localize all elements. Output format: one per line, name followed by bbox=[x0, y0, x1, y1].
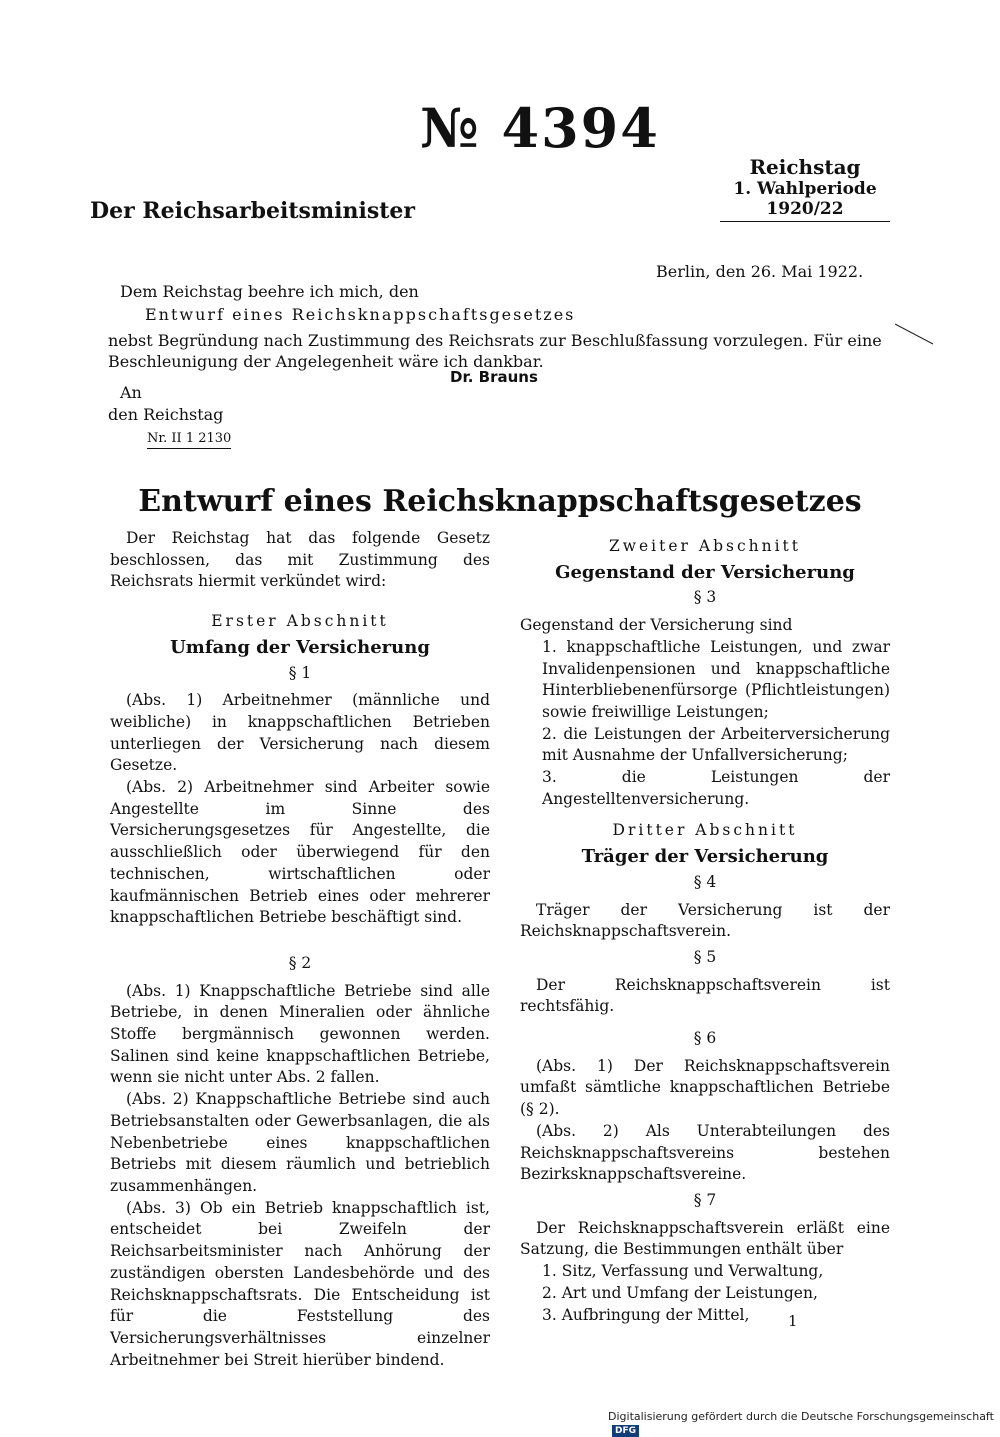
paragraph-text: (Abs. 1) Arbeitnehmer (männliche und weibliche) in knappschaftlichen Betrieben unterliegen der Versicherung nach diesem Gesetze. bbox=[110, 691, 490, 775]
footer-credit bbox=[608, 1410, 1000, 1437]
letter-line-2: Entwurf eines Reichsknappschaftsgesetzes bbox=[145, 305, 576, 324]
signature: Dr. Brauns bbox=[450, 368, 538, 386]
list-item: 3. Aufbringung der Mittel, bbox=[542, 1305, 750, 1324]
section-label: Erster Abschnitt bbox=[211, 612, 389, 631]
list-item: 2. Art und Umfang der Leistungen, bbox=[542, 1283, 818, 1302]
document-number: № 4394 bbox=[420, 96, 660, 160]
list-item: 1. knappschaftliche Leistungen, und zwar Invalidenpensionen und knappschaftliche Hinterbliebenenfürsorge (Pflichtleistungen) sowie freiwillige Leistungen; bbox=[542, 637, 890, 721]
reichstag-label: Reichstag bbox=[749, 155, 861, 179]
section-heading: Umfang der Versicherung bbox=[170, 636, 430, 658]
page-number: 1 bbox=[788, 1312, 798, 1330]
addressee-an: An bbox=[120, 383, 142, 402]
paragraph-number: § 6 bbox=[693, 1029, 717, 1048]
preamble: Der Reichstag hat das folgende Gesetz beschlossen, das mit Zustimmung des Reichsrats hiermit verkündet wird: bbox=[110, 529, 490, 591]
paragraph-text: Träger der Versicherung ist der Reichsknappschaftsverein. bbox=[520, 900, 890, 941]
right-column bbox=[520, 536, 890, 1326]
reference-number: Nr. II 1 2130 bbox=[147, 431, 231, 449]
letter-line-1: Dem Reichstag beehre ich mich, den bbox=[120, 282, 419, 301]
dfg-logo: DFG bbox=[612, 1425, 639, 1437]
paragraph-number: § 7 bbox=[693, 1190, 717, 1209]
dateline: Berlin, den 26. Mai 1922. bbox=[656, 262, 864, 281]
letter-line-3: nebst Begründung nach Zustimmung des Reichsrats zur Beschlußfassung vorzulegen. Für eine Beschleunigung der Angelegenheit wäre ich dankbar. bbox=[108, 331, 882, 371]
list-item: 2. die Leistungen der Arbeiterversicherung mit Ausnahme der Unfallversicherung; bbox=[542, 724, 890, 765]
section-heading: Gegenstand der Versicherung bbox=[555, 561, 855, 583]
paragraph-text: (Abs. 1) Knappschaftliche Betriebe sind alle Betriebe, in denen Mineralien oder ähnliche Stoffe bergmännisch gewonnen werden. Salinen sind keine knappschaftlichen Betriebe, wenn sie nicht unter Abs. 2 fallen. bbox=[110, 981, 490, 1087]
paragraph-text: (Abs. 1) Der Reichsknappschaftsverein umfaßt sämtliche knappschaftlichen Betriebe (§ 2). bbox=[520, 1056, 890, 1119]
addressee: den Reichstag bbox=[108, 405, 224, 424]
wahlperiode: 1. Wahlperiode 1920/22 bbox=[720, 179, 890, 222]
section-label: Dritter Abschnitt bbox=[612, 821, 798, 840]
minister-heading: Der Reichsarbeitsminister bbox=[90, 198, 415, 224]
paragraph-text: Der Reichsknappschaftsverein ist rechtsfähig. bbox=[520, 975, 890, 1016]
paragraph-number: § 1 bbox=[288, 663, 312, 682]
paragraph-number: § 4 bbox=[693, 872, 717, 891]
pen-mark bbox=[895, 318, 935, 348]
paragraph-number: § 5 bbox=[693, 947, 717, 966]
left-column bbox=[110, 528, 490, 1371]
paragraph-text: Gegenstand der Versicherung sind bbox=[520, 616, 793, 635]
paragraph-text: (Abs. 3) Ob ein Betrieb knappschaftlich ist, entscheidet bei Zweifeln der Reichsarbeitsminister nach Anhörung der zuständigen obersten Landesbehörde und des Reichsknappschaftsrats. Die Entscheidung ist für die Feststellung des Versicherungsverhältnisses einzelner Arbeitnehmer bei Streit hierüber bindend. bbox=[110, 1198, 490, 1369]
paragraph-number: § 2 bbox=[288, 953, 312, 972]
section-heading: Träger der Versicherung bbox=[581, 846, 829, 868]
list-item: 3. die Leistungen der Angestelltenversicherung. bbox=[542, 768, 890, 808]
reichstag-stamp bbox=[720, 155, 890, 222]
section-label: Zweiter Abschnitt bbox=[608, 537, 802, 555]
paragraph-number: § 3 bbox=[693, 588, 717, 607]
list-item: 1. Sitz, Verfassung und Verwaltung, bbox=[542, 1262, 824, 1281]
paragraph-text: Der Reichsknappschaftsverein erläßt eine Satzung, die Bestimmungen enthält über bbox=[520, 1218, 890, 1259]
footer-text: Digitalisierung gefördert durch die Deutsche Forschungsgemeinschaft bbox=[608, 1410, 994, 1423]
main-title: Entwurf eines Reichsknappschaftsgesetzes bbox=[138, 484, 862, 519]
paragraph-text: (Abs. 2) Arbeitnehmer sind Arbeiter sowie Angestellte im Sinne des Versicherungsgesetzes für Angestellte, die ausschließlich oder überwiegend für den technischen, wirtschaftlichen oder kaufmännischen Betrieb eines oder mehrerer knappschaftlichen Betriebe beschäftigt sind. bbox=[110, 778, 490, 927]
paragraph-text: (Abs. 2) Knappschaftliche Betriebe sind auch Betriebsanstalten oder Gewerbsanlagen, die als Nebenbetriebe eines knappschaftlichen Betriebs mit diesem räumlich und betrieblich zusammenhängen. bbox=[110, 1090, 490, 1195]
paragraph-text: (Abs. 2) Als Unterabteilungen des Reichsknappschaftsvereins bestehen Bezirksknappschaftsvereine. bbox=[520, 1121, 890, 1184]
